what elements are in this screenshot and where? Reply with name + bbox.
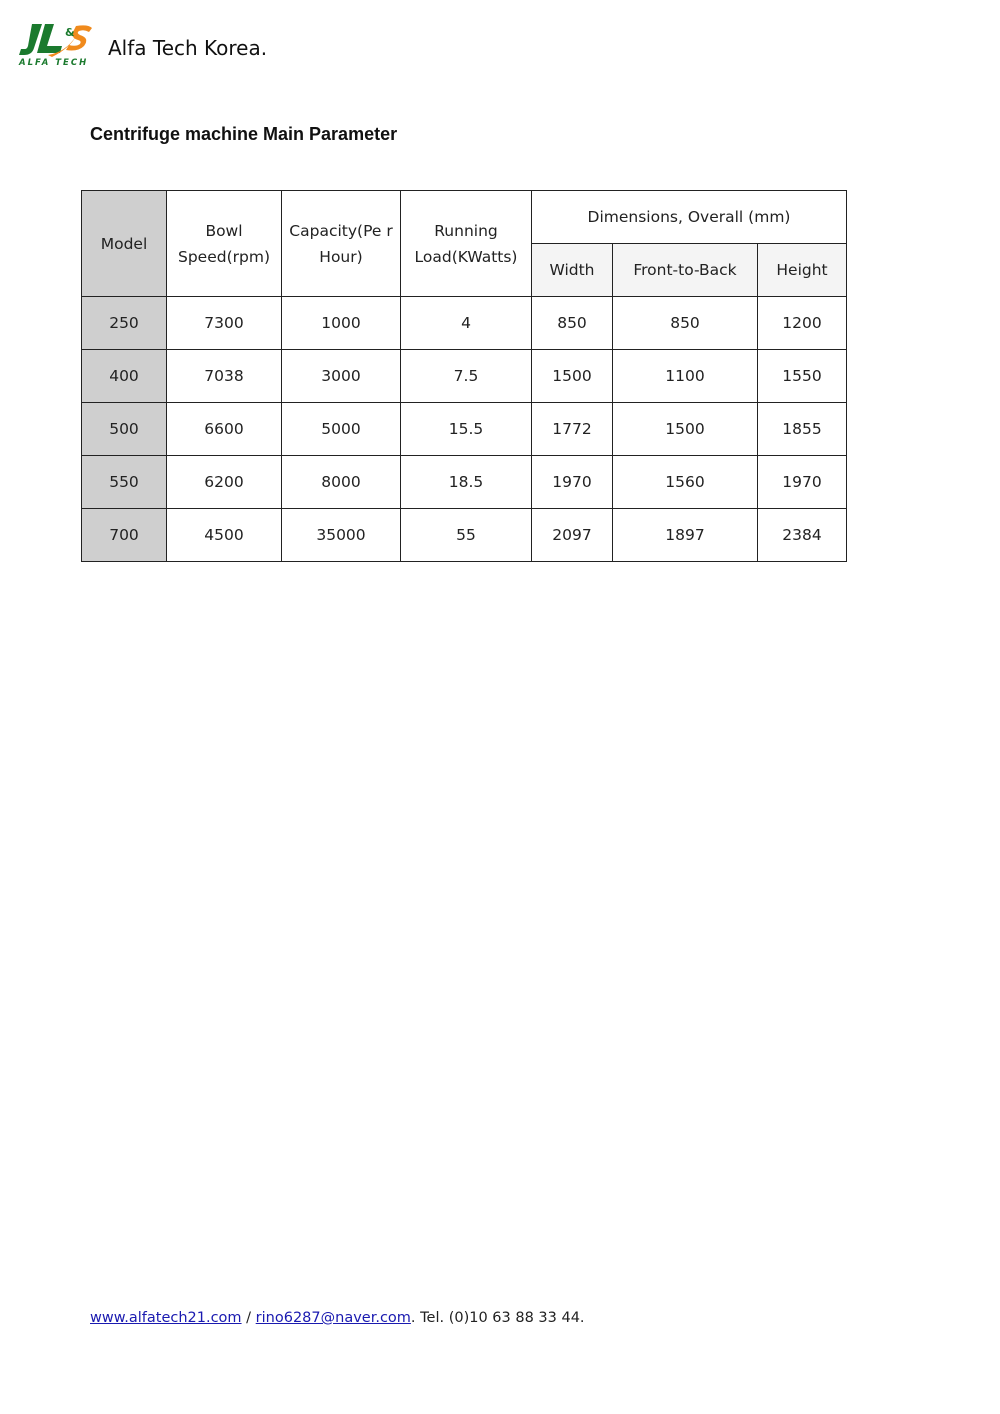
header-front-to-back: Front-to-Back	[613, 244, 758, 297]
page-header	[18, 22, 267, 70]
cell-running-load: 7.5	[401, 350, 532, 403]
footer-telephone: . Tel. (0)10 63 88 33 44.	[410, 1310, 585, 1326]
cell-capacity: 8000	[282, 456, 401, 509]
cell-capacity: 1000	[282, 297, 401, 350]
cell-bowl-speed: 4500	[167, 509, 282, 562]
parameter-table	[81, 190, 847, 562]
cell-model: 550	[82, 456, 167, 509]
cell-width: 1772	[532, 403, 613, 456]
company-name: Alfa Tech Korea.	[108, 36, 268, 60]
cell-running-load: 15.5	[401, 403, 532, 456]
company-logo	[18, 22, 96, 68]
cell-capacity: 3000	[282, 350, 401, 403]
svg-text:&: &	[65, 26, 75, 39]
header-dimensions: Dimensions, Overall (mm)	[532, 191, 847, 244]
cell-capacity: 35000	[282, 509, 401, 562]
cell-height: 2384	[758, 509, 847, 562]
table-row	[82, 297, 847, 350]
header-row-top	[82, 191, 847, 244]
cell-width: 1500	[532, 350, 613, 403]
cell-width: 1970	[532, 456, 613, 509]
cell-running-load: 4	[401, 297, 532, 350]
logo-icon	[18, 22, 96, 58]
cell-model: 250	[82, 297, 167, 350]
cell-running-load: 55	[401, 509, 532, 562]
cell-height: 1550	[758, 350, 847, 403]
cell-bowl-speed: 7038	[167, 350, 282, 403]
logo-subtext: ALFA TECH	[19, 58, 89, 68]
cell-capacity: 5000	[282, 403, 401, 456]
table-row	[82, 350, 847, 403]
website-link[interactable]: www.alfatech21.com	[90, 1310, 242, 1326]
cell-bowl-speed: 7300	[167, 297, 282, 350]
header-width: Width	[532, 244, 613, 297]
cell-running-load: 18.5	[401, 456, 532, 509]
cell-height: 1970	[758, 456, 847, 509]
cell-model: 700	[82, 509, 167, 562]
header-bowl-speed: Bowl Speed(rpm)	[167, 191, 282, 297]
table-row	[82, 403, 847, 456]
cell-front-to-back: 1560	[613, 456, 758, 509]
cell-front-to-back: 1897	[613, 509, 758, 562]
cell-width: 850	[532, 297, 613, 350]
cell-height: 1200	[758, 297, 847, 350]
header-capacity: Capacity(Pe r Hour)	[282, 191, 401, 297]
cell-front-to-back: 1500	[613, 403, 758, 456]
cell-model: 500	[82, 403, 167, 456]
cell-height: 1855	[758, 403, 847, 456]
cell-width: 2097	[532, 509, 613, 562]
table-row	[82, 456, 847, 509]
cell-model: 400	[82, 350, 167, 403]
cell-bowl-speed: 6200	[167, 456, 282, 509]
header-model: Model	[82, 191, 167, 297]
cell-bowl-speed: 6600	[167, 403, 282, 456]
document-title: Centrifuge machine Main Parameter	[90, 124, 398, 144]
header-height: Height	[758, 244, 847, 297]
email-link[interactable]: rino6287@naver.com	[255, 1310, 411, 1326]
page-footer	[90, 1310, 585, 1326]
header-running-load: Running Load(KWatts)	[401, 191, 532, 297]
table-row	[82, 509, 847, 562]
footer-separator: /	[241, 1310, 256, 1326]
cell-front-to-back: 1100	[613, 350, 758, 403]
cell-front-to-back: 850	[613, 297, 758, 350]
